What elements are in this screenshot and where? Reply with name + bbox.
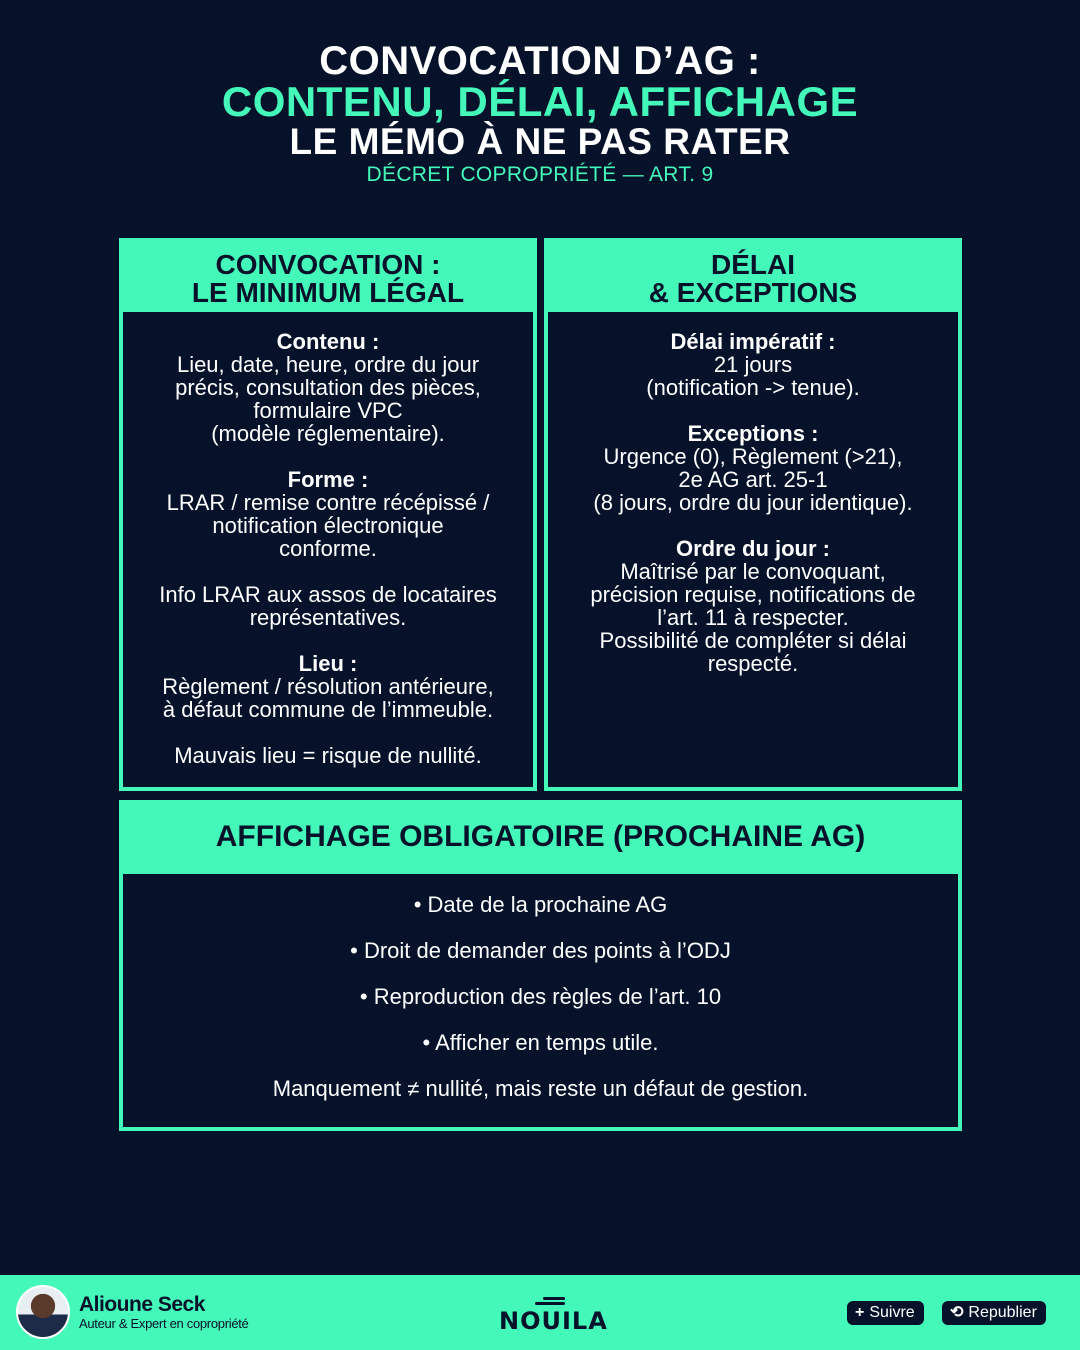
list-item: • Droit de demander des points à l’ODJ [350,938,731,963]
lieu-line: Règlement / résolution antérieure, [162,674,494,699]
odj-label: Ordre du jour : [676,536,830,561]
odj-line: l’art. 11 à respecter. [657,605,849,630]
conclusion: Manquement ≠ nullité, mais reste un défaut de gestion. [272,1076,809,1101]
convocation-title-line-2: LE MINIMUM LÉGAL [191,277,465,308]
info-line: Info LRAR aux assos de locataires [159,582,497,607]
list-item: • Reproduction des règles de l’art. 10 [359,984,722,1009]
delai-line: 21 jours [713,352,793,377]
info-line: représentatives. [249,605,407,630]
lieu-label: Lieu : [298,651,358,676]
odj-line: précision requise, notifications de [590,582,916,607]
title-line-3: LE MÉMO À NE PAS RATER [289,121,791,162]
odj-line: respecté. [707,651,799,676]
author-name[interactable]: Alioune Seck [79,1293,205,1316]
nullity-warning: Mauvais lieu = risque de nullité. [174,743,482,768]
forme-label: Forme : [287,467,369,492]
forme-line: LRAR / remise contre récépissé / [166,490,490,515]
convocation-card [119,238,537,791]
forme-line: notification électronique [212,513,444,538]
exceptions-line: 2e AG art. 25-1 [678,467,828,492]
footer-bar [0,1275,1080,1350]
title-line-2: CONTENU, DÉLAI, AFFICHAGE [221,78,859,125]
delai-title-line-2: & EXCEPTIONS [648,277,858,308]
contenu-label: Contenu : [276,329,380,354]
logo-bars-icon [519,1297,565,1307]
list-item: • Afficher en temps utile. [422,1030,659,1055]
delai-card [544,238,962,791]
list-item: • Date de la prochaine AG [413,892,668,917]
affichage-card [119,800,962,1131]
delai-line: (notification -> tenue). [646,375,860,400]
convocation-card-body [123,312,533,767]
nouila-logo [499,1297,608,1335]
forme-line: conforme. [279,536,377,561]
logo-text: NOUILA [499,1307,608,1335]
title-line-1: CONVOCATION D’AG : [319,39,761,83]
contenu-line: précis, consultation des pièces, [175,375,481,400]
convocation-title-line-1: CONVOCATION : [215,249,441,280]
subtitle: DÉCRET COPROPRIÉTÉ — ART. 9 [366,163,714,186]
follow-button[interactable] [847,1301,924,1325]
odj-line: Maîtrisé par le convoquant, [620,559,886,584]
repost-button[interactable] [942,1301,1046,1325]
plus-icon: + [855,1304,865,1321]
repost-label: Republier [968,1304,1037,1321]
delai-title-line-1: DÉLAI [711,249,795,280]
delai-card-title [548,242,958,312]
lieu-line: à défaut commune de l’immeuble. [162,697,494,722]
contenu-line: Lieu, date, heure, ordre du jour [176,352,480,377]
convocation-card-title [123,242,533,312]
page-header [0,40,1080,188]
avatar[interactable] [16,1285,70,1339]
exceptions-line: Urgence (0), Règlement (>21), [603,444,903,469]
author-subtitle: Auteur & Expert en copropriété [79,1316,249,1331]
delai-card-body [548,312,958,675]
delai-label: Délai impératif : [670,329,836,354]
exceptions-line: (8 jours, ordre du jour identique). [593,490,913,515]
affichage-card-body [123,874,958,1120]
exceptions-label: Exceptions : [687,421,819,446]
affichage-card-title: AFFICHAGE OBLIGATOIRE (PROCHAINE AG) [123,804,958,874]
contenu-line: formulaire VPC [253,398,403,423]
repost-icon: ⟲ [950,1304,964,1321]
follow-label: Suivre [869,1304,915,1321]
contenu-line: (modèle réglementaire). [211,421,445,446]
odj-line: Possibilité de compléter si délai [599,628,907,653]
